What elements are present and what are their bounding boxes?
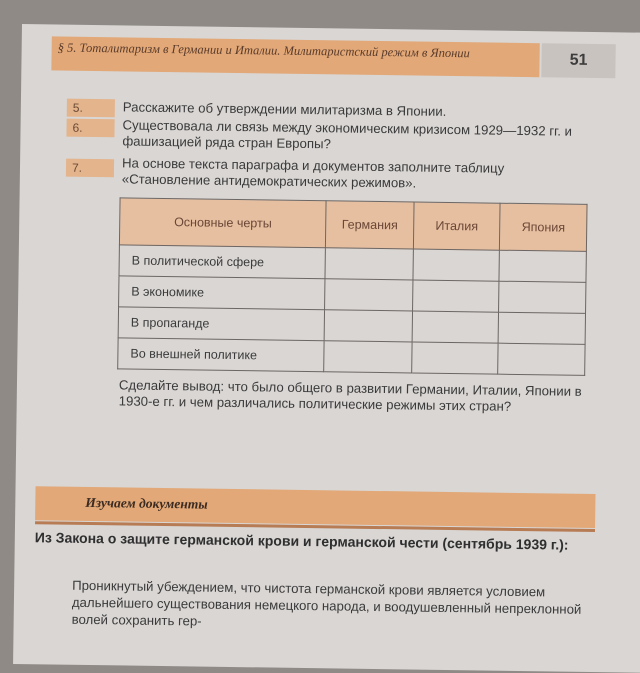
- law-title: Из Закона о защите германской крови и германской чести (сентябрь 1939 г.):: [34, 529, 569, 553]
- empty-cell: [325, 310, 413, 342]
- textbook-page: [13, 24, 640, 673]
- comparison-table: [117, 197, 587, 376]
- empty-cell: [499, 281, 586, 313]
- question-6-text: Существовала ли связь между экономическим кризисом 1929—1932 гг. и фашизацией ряда стран Европы?: [122, 117, 573, 152]
- row-label: В экономике: [119, 276, 326, 310]
- conclusion-task: Сделайте вывод: что было общего в развитии Германии, Италии, Японии в 1930-е гг. и чем различались политические режимы этих стран?: [118, 377, 582, 414]
- question-7-text: На основе текста параграфа и документов заполните таблицу «Становление антидемократических режимов».: [121, 155, 505, 191]
- table-row: [118, 338, 585, 376]
- empty-cell: [412, 311, 499, 343]
- header-main-features: Основные черты: [119, 198, 326, 248]
- page-number: 51: [541, 43, 615, 78]
- question-number-5: 5.: [67, 99, 115, 118]
- empty-cell: [498, 343, 585, 375]
- empty-cell: [325, 279, 413, 311]
- empty-cell: [498, 312, 585, 344]
- header-japan: Япония: [500, 203, 587, 251]
- header-italy: Италия: [413, 202, 500, 250]
- question-number-7: 7.: [66, 159, 114, 178]
- empty-cell: [412, 280, 499, 312]
- row-label: В пропаганде: [118, 307, 325, 341]
- row-label: В политической сфере: [119, 245, 326, 279]
- law-excerpt: Проникнутый убеждением, что чистота германской крови является условием дальнейшего существования немецкого народа, и воодушевленный непреклонной волей сохранить гер-: [71, 577, 582, 629]
- table-header-row: [119, 198, 587, 252]
- chapter-title: § 5. Тоталитаризм в Германии и Италии. Милитаристский режим в Японии: [57, 40, 470, 61]
- empty-cell: [325, 248, 413, 280]
- empty-cell: [413, 249, 500, 281]
- empty-cell: [324, 341, 412, 373]
- question-number-6: 6.: [66, 119, 114, 138]
- empty-cell: [411, 342, 498, 374]
- header-germany: Германия: [326, 201, 414, 249]
- empty-cell: [499, 250, 586, 282]
- documents-section-title: Изучаем документы: [85, 494, 208, 512]
- question-5-text: Расскажите об утверждении милитаризма в Японии.: [122, 99, 447, 119]
- row-label: Во внешней политике: [118, 338, 325, 372]
